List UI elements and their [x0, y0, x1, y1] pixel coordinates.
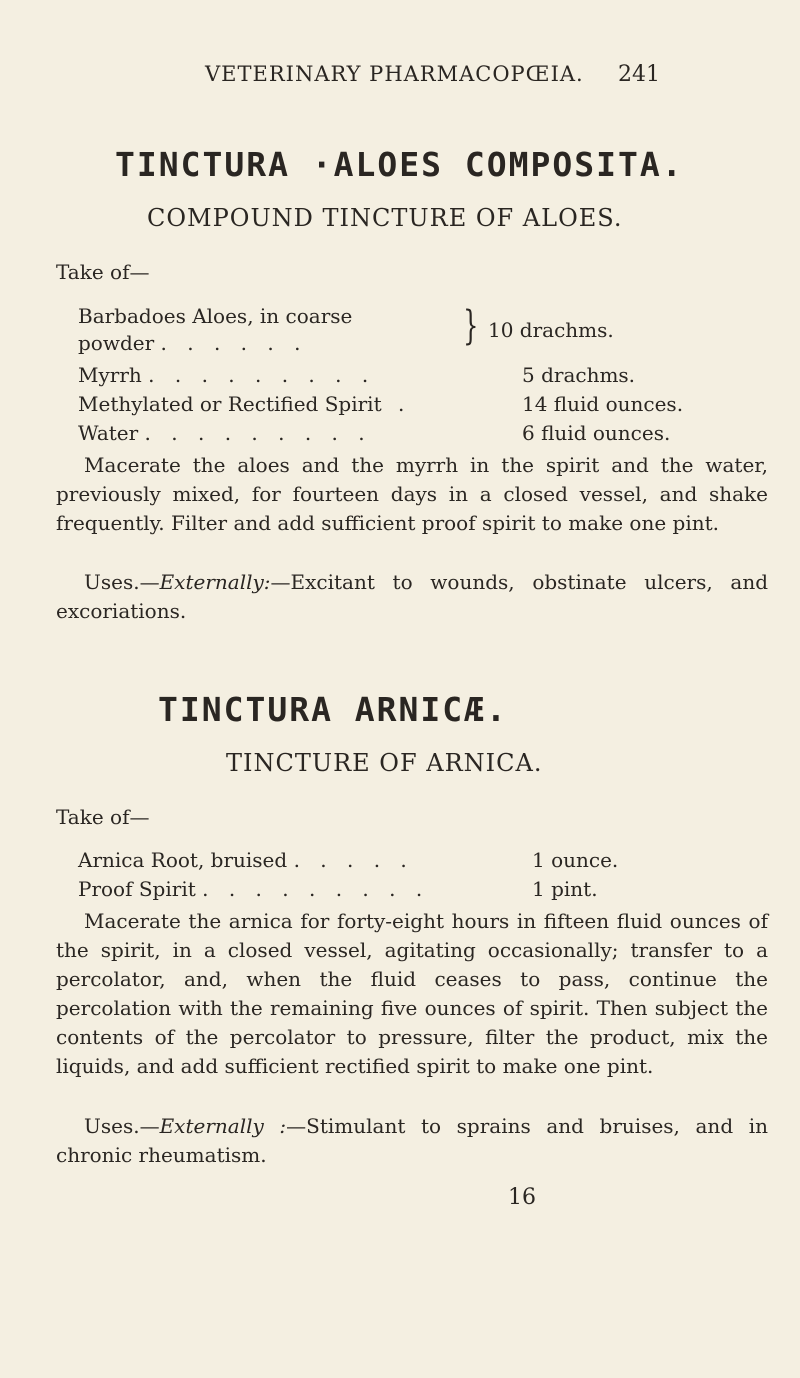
- ingredient-arnica-qty: 1 ounce.: [532, 848, 619, 872]
- ingredient-arnica-name: Arnica Root, bruised: [78, 848, 288, 872]
- ingredient-arnica: [78, 846, 414, 875]
- ingredient-water-name: Water: [78, 421, 139, 445]
- section2-latin-title: TINCTURA ARNICÆ.: [158, 690, 508, 729]
- ingredient-spirit-qty: 14 fluid ounces.: [522, 392, 684, 416]
- ingredient-spirit: [78, 390, 411, 419]
- ingredient-leader: . . . . . .: [160, 331, 308, 355]
- ingredient-water-qty: 6 fluid ounces.: [522, 421, 671, 445]
- ingredient-leader: . . . . . . . . .: [144, 421, 372, 445]
- ingredient-leader: . . . . . . . . .: [202, 877, 430, 901]
- ingredient-myrrh-qty: 5 drachms.: [522, 363, 636, 387]
- section1-english-title: COMPOUND TINCTURE OF ALOES.: [147, 204, 623, 232]
- section2-directions: Macerate the arnica for forty-eight hours in fifteen fluid ounces of the spirit, in a closed vessel, agitating occasionally; transfer to a percolator, and, when the fluid ceases to pass, continue the percolation with the remaining five ounces of spirit. Then subject the contents of the percolator to pressure, filter the product, mix the liquids, and add sufficient rectified spirit to make one pint.: [56, 909, 768, 1078]
- uses-italic: Externally:: [159, 570, 271, 594]
- ingredient-leader: . . . . . . . . .: [148, 363, 376, 387]
- section2-english-title: TINCTURE OF ARNICA.: [226, 749, 543, 777]
- ingredient-aloes-qty: 10 drachms.: [488, 318, 614, 342]
- uses-text: —Excitant to wounds, obstinate ulcers, and excoriations.: [56, 570, 768, 623]
- uses-label: Uses.—: [84, 1114, 160, 1138]
- running-title: VETERINARY PHARMACOPŒIA.: [205, 62, 584, 86]
- uses-text: —Stimulant to sprains and bruises, and in chronic rheumatism.: [56, 1114, 769, 1167]
- ingredient-water: [78, 419, 372, 448]
- right-brace: }: [463, 303, 479, 349]
- ingredient-spirit-name: Methylated or Rectified Spirit: [78, 392, 382, 416]
- uses-italic: Externally :: [159, 1114, 287, 1138]
- section2-uses: [56, 1112, 768, 1170]
- ingredient-myrrh: [78, 361, 375, 390]
- ingredient-proof-spirit: [78, 875, 429, 904]
- ingredient-myrrh-name: Myrrh: [78, 363, 142, 387]
- ingredient-aloes-line2: [78, 329, 307, 358]
- signature-mark: 16: [508, 1185, 536, 1210]
- running-head: [0, 62, 800, 92]
- ingredient-proof-spirit-qty: 1 pint.: [532, 877, 598, 901]
- ingredient-aloes-line1: Barbadoes Aloes, in coarse: [78, 304, 353, 328]
- section2-take-of: Take of—: [56, 805, 150, 829]
- uses-label: Uses.—: [84, 570, 160, 594]
- ingredient-proof-spirit-name: Proof Spirit: [78, 877, 196, 901]
- ingredient-leader: . . . . .: [293, 848, 414, 872]
- ingredient-aloes-name: powder: [78, 331, 155, 355]
- section1-directions: Macerate the aloes and the myrrh in the spirit and the water, previously mixed, for fourteen days in a closed vessel, and shake frequently. Filter and add sufficient proof spirit to make one pint.: [56, 453, 768, 535]
- section1-latin-title: TINCTURA ·ALOES COMPOSITA.: [115, 145, 684, 184]
- page-number: 241: [618, 62, 660, 87]
- section1-uses: [56, 568, 768, 626]
- ingredient-leader: .: [397, 392, 412, 416]
- section1-take-of: Take of—: [56, 260, 150, 284]
